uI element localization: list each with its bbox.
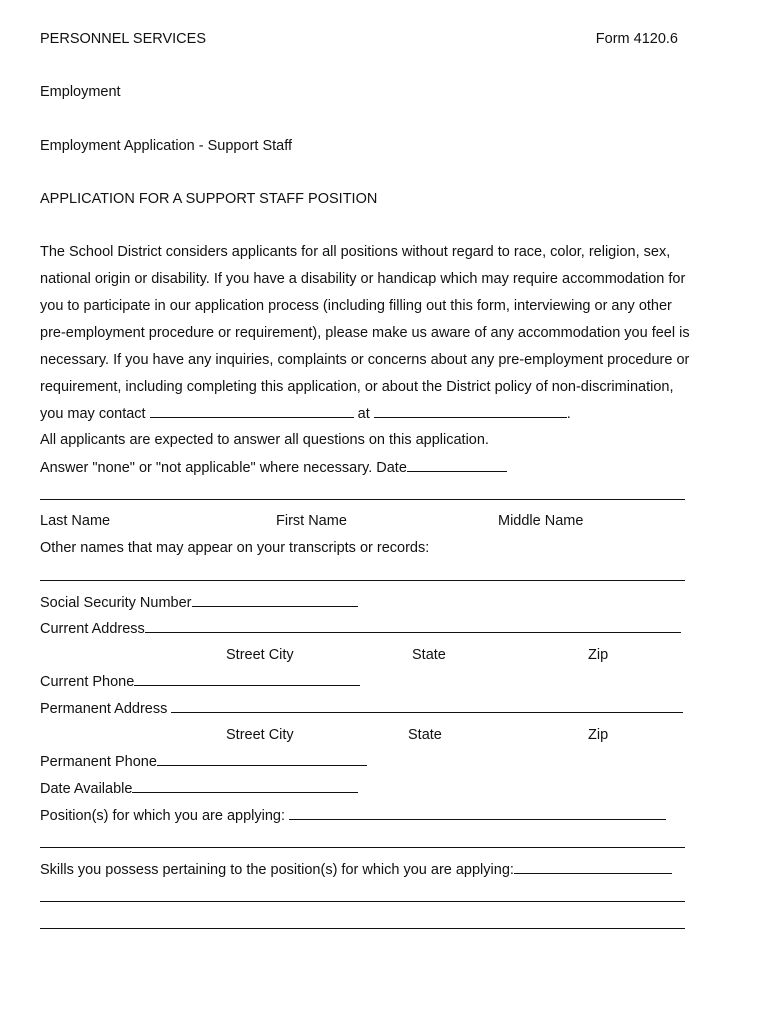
ssn-label: Social Security Number: [40, 595, 192, 611]
paragraph-line: necessary. If you have any inquiries, complaints or concerns about any pre-employment procedure or: [40, 351, 690, 368]
contact-at: at: [353, 406, 374, 422]
ssn-row: [40, 593, 358, 612]
positions-field[interactable]: [289, 806, 666, 820]
date-available-row: [40, 779, 358, 798]
skills-row: [40, 860, 672, 879]
skills-label: Skills you possess pertaining to the position(s) for which you are applying:: [40, 862, 514, 878]
zip-label: Zip: [588, 647, 609, 663]
form-heading: APPLICATION FOR A SUPPORT STAFF POSITION: [40, 191, 378, 207]
permanent-address-label: Permanent Address: [40, 701, 172, 717]
street-city-label: Street City: [226, 727, 294, 743]
current-address-label: Current Address: [40, 621, 145, 637]
instruction-none: [40, 458, 507, 477]
date-field[interactable]: [407, 458, 507, 472]
paragraph-line: you to participate in our application process (including filling out this form, interviewing or any other: [40, 297, 672, 314]
department-label: PERSONNEL SERVICES: [40, 31, 206, 47]
positions-field-continued[interactable]: [40, 847, 685, 848]
contact-name-field[interactable]: [150, 404, 354, 418]
other-names-label: Other names that may appear on your transcripts or records:: [40, 540, 430, 556]
state-label: State: [408, 727, 442, 743]
form-subtitle: Employment Application - Support Staff: [40, 138, 293, 154]
current-address-field[interactable]: [145, 619, 681, 633]
positions-label: Position(s) for which you are applying:: [40, 808, 290, 824]
paragraph-line: pre-employment procedure or requirement), please make us aware of any accommodation you feel is: [40, 324, 690, 341]
instruction-none-text: Answer "none" or "not applicable" where necessary. Date: [40, 460, 407, 476]
date-available-field[interactable]: [132, 779, 358, 793]
state-label: State: [412, 647, 446, 663]
skills-field-line-3[interactable]: [40, 928, 685, 929]
middle-name-label: Middle Name: [498, 513, 584, 529]
date-available-label: Date Available: [40, 781, 133, 797]
permanent-phone-field[interactable]: [157, 752, 367, 766]
skills-field[interactable]: [514, 860, 672, 874]
paragraph-line: The School District considers applicants for all positions without regard to race, color, religion, sex,: [40, 244, 671, 260]
current-phone-field[interactable]: [134, 672, 360, 686]
zip-label: Zip: [588, 727, 609, 743]
section-title: Employment: [40, 84, 121, 100]
contact-prefix: you may contact: [40, 406, 150, 422]
last-name-label: Last Name: [40, 513, 111, 529]
contact-suffix: .: [566, 406, 571, 422]
contact-line: [40, 404, 571, 423]
paragraph-line: requirement, including completing this application, or about the District policy of non-discrimination,: [40, 378, 674, 395]
nondiscrimination-paragraph: [40, 239, 714, 400]
positions-row: [40, 806, 666, 825]
permanent-phone-row: [40, 752, 367, 771]
permanent-phone-label: Permanent Phone: [40, 754, 157, 770]
ssn-field[interactable]: [192, 593, 358, 607]
skills-field-line-2[interactable]: [40, 901, 685, 902]
instruction-answer-all: All applicants are expected to answer all questions on this application.: [40, 432, 489, 448]
permanent-address-field[interactable]: [171, 699, 683, 713]
other-names-field[interactable]: [40, 580, 685, 581]
street-city-label: Street City: [226, 647, 294, 663]
permanent-address-row: [40, 699, 683, 718]
current-phone-row: [40, 672, 360, 691]
form-number: Form 4120.6: [595, 31, 678, 47]
current-address-row: [40, 619, 681, 638]
name-field[interactable]: [40, 499, 685, 500]
first-name-label: First Name: [276, 513, 347, 529]
contact-location-field[interactable]: [374, 404, 567, 418]
current-phone-label: Current Phone: [40, 674, 135, 690]
paragraph-line: national origin or disability. If you have a disability or handicap which may require accommodation for: [40, 270, 686, 287]
